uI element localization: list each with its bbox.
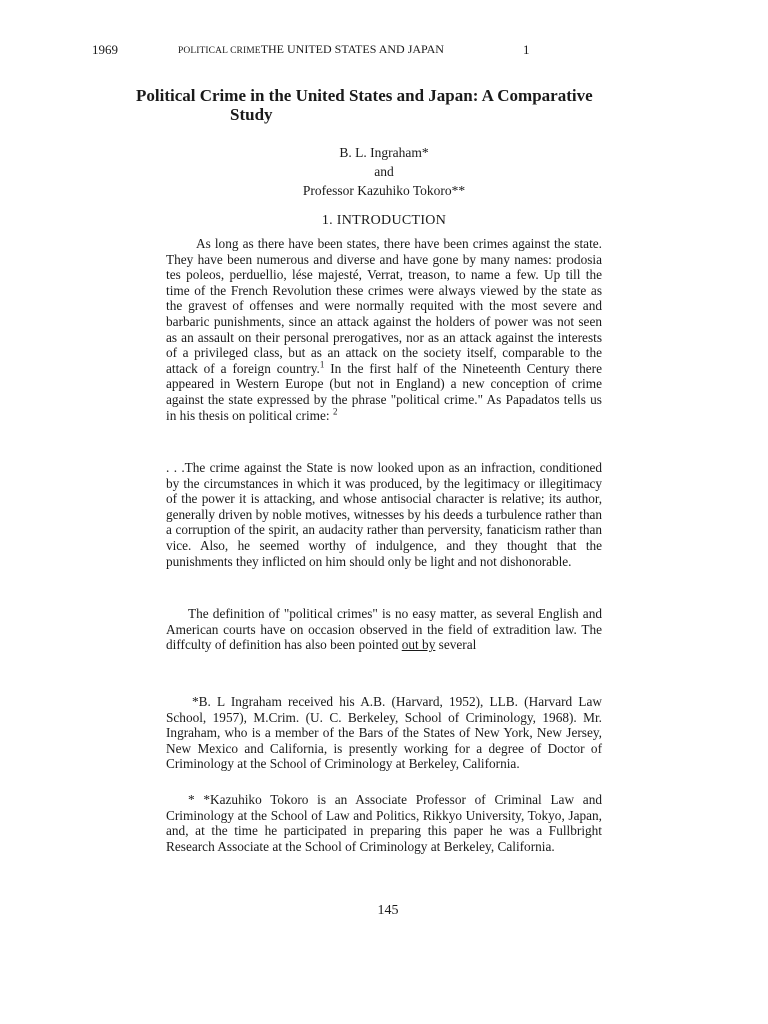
footnote-ref-1: 1	[319, 359, 325, 370]
article-title-line-1: Political Crime in the United States and Japan: A Comparative	[136, 86, 593, 105]
running-title	[178, 42, 444, 57]
footnote-1: *B. L Ingraham received his A.B. (Harvard, 1952), LLB. (Harvard Law School, 1957), M.Crim. (U. C. Berkeley, School of Criminology, 1968). Mr. Ingraham, who is a member of the Bars of the States of New York, New Jersey, New Mexico and California, is presently working for a degree of Doctor of Criminology at the School of Criminology at Berkeley, California.	[166, 694, 602, 772]
paragraph-1	[166, 236, 602, 423]
author-1: B. L. Ingraham*	[339, 145, 429, 160]
paragraph-2-underlined: out by	[401, 637, 436, 653]
author-2: Professor Kazuhiko Tokoro**	[302, 183, 466, 198]
footnote-2: * *Kazuhiko Tokoro is an Associate Professor of Criminal Law and Criminology at the School of Law and Politics, Rikkyo University, Tokyo, Japan, and, at the time he participated in preparing this paper he was a Fullbright Research Associate at the School of Criminology at Berkeley, California.	[166, 792, 602, 854]
running-title-small-caps: POLITICAL CRIME	[178, 46, 261, 56]
paragraph-2-part-a: The definition of "political crimes" is no easy matter, as several English and American courts have on occasion observed in the field of extradition law. The diffculty of definition has also been pointed	[166, 606, 602, 653]
paragraph-1-part-b: In the first half of the Nineteenth Century there appeared in Western Europe (but not in England) a new conception of crime against the state expressed by the phrase "political crime." As Papadatos tells us in his thesis on political crime:	[166, 360, 603, 423]
header-page-number: 1	[523, 42, 530, 57]
block-quote: . . .The crime against the State is now looked upon as an infraction, conditioned by the circumstances in which it was produced, by the legitimacy or illegitimacy of the power it is attacking, and whose antisocial character is relative; its author, generally driven by noble motives, witnesses by his deeds a turbulence rather than a corruption of the spirit, an audacity rather than perversity, fanaticism rather than vice. Also, he seemed worthy of indulgence, and they thought that the punishments they inflicted on him should only be light and not dishonorable.	[166, 460, 602, 569]
author-conjunction: and	[374, 164, 394, 179]
page-number: 145	[377, 903, 399, 918]
footnote-ref-2: 2	[332, 406, 338, 417]
running-title-rest: THE UNITED STATES AND JAPAN	[260, 42, 444, 56]
article-title	[136, 86, 636, 124]
header-year: 1969	[92, 42, 118, 57]
paragraph-2-part-b: several	[435, 637, 477, 653]
article-title-line-2: Study	[230, 105, 273, 124]
paragraph-2	[166, 606, 602, 653]
section-heading: 1. INTRODUCTION	[321, 213, 447, 228]
paragraph-1-part-a: As long as there have been states, there have been crimes against the state. They have been numerous and diverse and have gone by many names: prodosia tes poleos, perduellio, lése majesté, Verrat, treason, to name a few. Up till the time of the French Revolution these crimes were always viewed by the state as the gravest of offenses and were normally requited with the most severe and barbaric punishments, since an attack against the holders of power was not seen as an assault on their personal prerogatives, nor as an attack against the interests of a privileged class, but as an attack on the society itself, comparable to the attack of a foreign country.	[166, 236, 602, 376]
